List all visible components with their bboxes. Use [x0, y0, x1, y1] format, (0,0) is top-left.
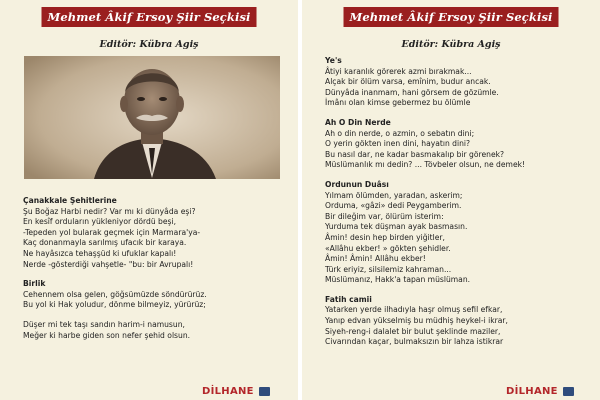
poem-line: Ne hayâsızca tehaşşüd ki ufuklar kapalı! [23, 248, 177, 258]
poem-line: Nerde -gösterdiği vahşetle- "bu: bir Avrupalı! [23, 259, 194, 269]
editor-line: Editör: Kübra Agiş [401, 39, 501, 50]
poem-line: Yatarken yerde ilhadıyla haşr olmuş sefil efkar, [325, 305, 503, 315]
poem-title: Ordunun Duâsı [325, 179, 389, 189]
poem-title: Birlik [23, 279, 46, 289]
title-banner: Mehmet Âkif Ersoy Şiir Seçkisi [344, 7, 559, 27]
poem-line: Âtiyi karanlık görerek azmi bırakmak... [325, 66, 472, 76]
editor-line: Editör: Kübra Agiş [99, 39, 199, 50]
poem-line: Ah o din nerde, o azmin, o sebatın dini; [325, 128, 475, 138]
poem-line: Yanıp edvan yükselmiş bu müdhiş heykel-i ikrar, [325, 316, 508, 326]
publisher-logo [202, 386, 254, 396]
poem-line: Türk eriyiz, silsilemiz kahraman... [325, 264, 452, 274]
poem-title: Ye's [325, 56, 342, 65]
title-banner: Mehmet Âkif Ersoy Şiir Seçkisi [42, 7, 257, 27]
poem-line: Alçak bir ölüm varsa, emînim, budur ancak. [325, 77, 491, 87]
poem-section-right [325, 56, 592, 348]
poem-line: O yerin gökten inen dini, hayatın dini? [325, 139, 471, 149]
author-portrait-image [24, 56, 280, 179]
poem-line: Meğer ki harbe giden son nefer şehid olsun. [23, 330, 191, 340]
poem-line: Kaç donanmayla sarılmış ufacık bir karaya. [23, 238, 187, 248]
poem-line: En kesîf orduların yükleniyor dördü beşi, [23, 217, 177, 227]
poem-section-left [23, 196, 290, 341]
poem-line: -Tepeden yol bularak geçmek için Marmara'ya- [23, 227, 201, 237]
poem-line: Dünyâda inanmam, hani görsem de gözümle. [325, 87, 499, 97]
poem-title: Çanakkale Şehitlerine [23, 196, 117, 205]
poem-line: Civarından kaçar, bulmaksızın bir lahza istikrar [325, 337, 504, 347]
poem-line: Siyeh-reng-i dalalet bir bulut şeklinde maziler, [325, 326, 501, 336]
poem-line: «Allâhu ekber! » gökten şehidler. [325, 243, 451, 253]
poem-line: Âmin! desin hep birden yiğitler, [325, 232, 445, 242]
poem-line: Yurduma tek düşman ayak basmasın. [325, 222, 468, 232]
poem-title: Fatih camii [325, 294, 372, 304]
poem-line: Yılmam ölümden, yaradan, askerim; [325, 190, 463, 200]
poem-title: Ah O Din Nerde [325, 117, 391, 127]
left-page [0, 0, 298, 400]
publisher-logo-text: DİLHANE [202, 386, 254, 397]
poem-line: Bu yol ki Hak yoludur, dönme bilmeyiz, yürürüz; [23, 300, 206, 310]
publisher-badge-icon [563, 387, 574, 396]
publisher-logo [506, 386, 558, 396]
poem-line: Âmin! Âmin! Allâhu ekber! [325, 254, 426, 264]
poem-line: Bu nasıl dar, ne kadar basmakalıp bir görenek? [325, 149, 505, 159]
publisher-badge-icon [259, 387, 270, 396]
right-page [302, 0, 600, 400]
poem-line: Orduma, «gâzi» dedi Peygamberim. [325, 201, 462, 211]
poem-line: Şu Boğaz Harbi nedir? Var mı ki dünyâda eşi? [23, 206, 196, 216]
portrait-illustration [24, 56, 280, 179]
poem-line: Müslümanız, Hakk'a tapan müslüman. [325, 275, 471, 285]
poem-line: Düşer mi tek taşı sandın harim-i namusun, [23, 319, 185, 329]
poem-line: Müslümanlık mı dedin? ... Tövbeler olsun, ne demek! [325, 160, 526, 170]
publisher-logo-text: DİLHANE [506, 386, 558, 397]
poem-line: İmânı olan kimse gebermez bu ölümle [325, 98, 471, 108]
poem-line: Cehennem olsa gelen, göğsümüzde söndürürüz. [23, 289, 207, 299]
poem-line: Bir dileğim var, ölürüm isterim: [325, 211, 444, 221]
